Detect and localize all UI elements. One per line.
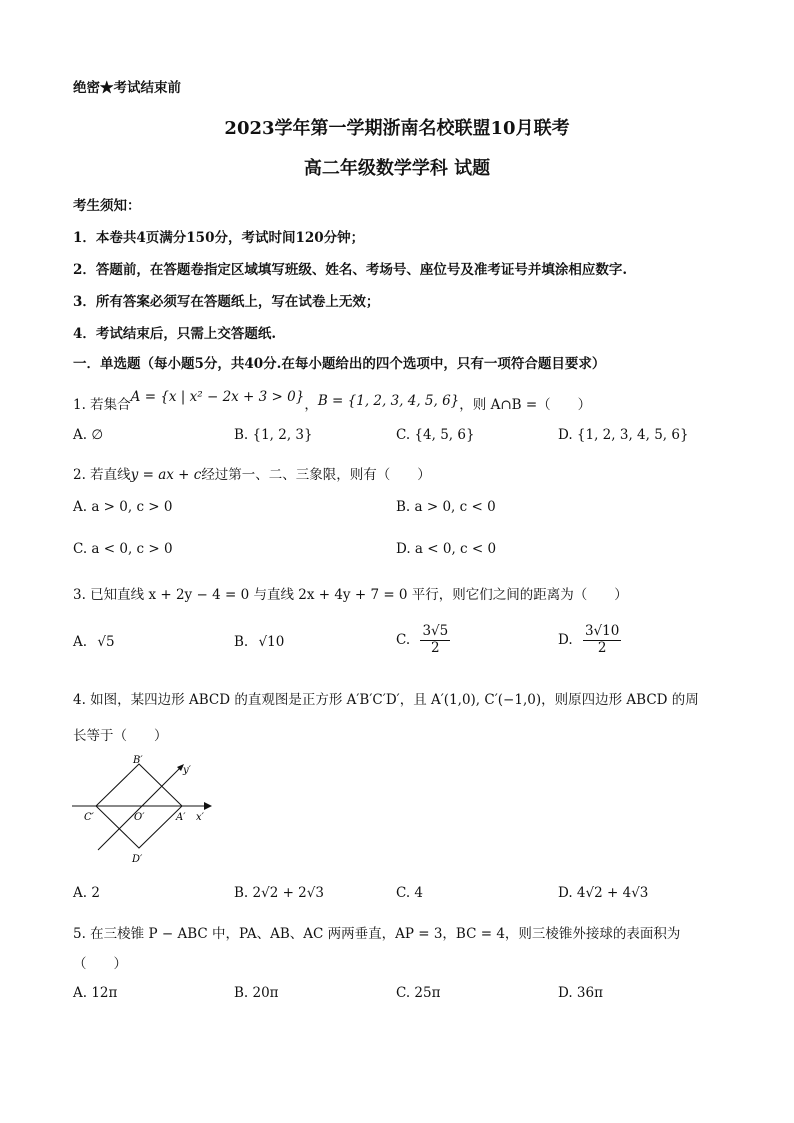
option-c: C. {4, 5, 6} — [396, 427, 475, 443]
fraction — [583, 624, 621, 656]
notice-item: 1．本卷共4页满分150分，考试时间120分钟； — [73, 230, 365, 246]
question-4-stem-line1: 4. 如图，某四边形 ABCD 的直观图是正方形 A′B′C′D′，且 A′(1,0), C′(−1,0)，则原四边形 ABCD 的周 — [73, 692, 699, 708]
option-c: C. 4 — [396, 885, 424, 901]
y-axis-line — [98, 768, 180, 850]
label-x-prime: x′ — [196, 812, 204, 823]
fraction-numerator: 3√10 — [584, 623, 620, 639]
option-d: D. {1, 2, 3, 4, 5, 6} — [558, 427, 689, 443]
question-1-stem — [73, 389, 592, 413]
option-value: √10 — [258, 634, 285, 650]
confidential-label: 绝密★考试结束前 — [73, 80, 181, 96]
option-b: B. a > 0, c < 0 — [396, 499, 496, 515]
question-5-stem-line1: 5. 在三棱锥 P − ABC 中，PA、AB、AC 两两垂直，AP = 3，BC = 4，则三棱锥外接球的表面积为 — [73, 926, 681, 942]
label-y-prime: y′ — [183, 765, 191, 776]
option-letter: D. — [558, 632, 573, 649]
exam-title: 2023学年第一学期浙南名校联盟10月联考 — [224, 118, 570, 139]
exam-subtitle: 高二年级数学学科 试题 — [303, 158, 491, 179]
option-d: D. 4√2 + 4√3 — [558, 885, 649, 901]
notice-item: 3．所有答案必须写在答题纸上，写在试卷上无效； — [73, 294, 380, 310]
label-o-prime: O′ — [134, 812, 145, 823]
oblique-view-figure — [68, 752, 218, 868]
fraction-numerator: 3√5 — [422, 623, 449, 639]
option-a: A. 2 — [73, 885, 100, 901]
question-stem-text: ， — [304, 397, 318, 413]
fraction-denominator: 2 — [431, 639, 440, 656]
question-5-stem-line2: （ ） — [73, 956, 127, 972]
option-letter: B. — [234, 634, 249, 650]
option-c — [396, 624, 450, 656]
label-c-prime: C′ — [84, 812, 94, 823]
option-a: A. a > 0, c > 0 — [73, 499, 173, 515]
question-stem-text: ，则 A∩B =（ ） — [459, 397, 592, 413]
option-letter: A. — [73, 634, 88, 650]
notice-heading: 考生须知： — [73, 198, 141, 214]
notice-item: 4．考试结束后，只需上交答题纸. — [73, 326, 277, 342]
section-heading: 一．单选题（每小题5分，共40分.在每小题给出的四个选项中，只有一项符合题目要求） — [73, 356, 606, 372]
question-4-stem-line2: 长等于（ ） — [73, 728, 168, 744]
option-c: C. 25π — [396, 985, 441, 1001]
option-a — [73, 634, 115, 650]
option-a: A. ∅ — [73, 427, 104, 443]
label-b-prime: B′ — [133, 755, 143, 766]
option-b: B. {1, 2, 3} — [234, 427, 313, 443]
math-expression: A = {x | x² − 2x + 3 > 0} — [130, 389, 305, 405]
option-d: D. a < 0, c < 0 — [396, 541, 497, 557]
math-expression: B = {1, 2, 3, 4, 5, 6} — [317, 393, 460, 409]
notice-item: 2．答题前，在答题卷指定区域填写班级、姓名、考场号、座位号及准考证号并填涂相应数字. — [73, 262, 628, 278]
option-value: √5 — [97, 634, 115, 650]
question-stem-text: 1. 若集合 — [73, 397, 131, 413]
option-b: B. 2√2 + 2√3 — [234, 885, 324, 901]
option-a: A. 12π — [73, 985, 118, 1001]
math-expression: y = ax + c — [130, 467, 202, 483]
option-d — [558, 624, 621, 656]
option-b: B. 20π — [234, 985, 279, 1001]
option-c: C. a < 0, c > 0 — [73, 541, 173, 557]
option-letter: C. — [396, 632, 411, 649]
fraction — [420, 624, 450, 656]
fraction-denominator: 2 — [597, 639, 607, 656]
x-axis-arrow-icon — [204, 802, 212, 810]
question-3-stem: 3. 已知直线 x + 2y − 4 = 0 与直线 2x + 4y + 7 = 0 平行，则它们之间的距离为（ ） — [73, 587, 628, 603]
option-b — [234, 634, 284, 650]
question-2-stem — [73, 463, 431, 483]
question-stem-text: 经过第一、二、三象限，则有（ ） — [201, 467, 431, 483]
option-d: D. 36π — [558, 985, 603, 1001]
question-stem-text: 2. 若直线 — [73, 467, 131, 483]
label-d-prime: D′ — [132, 854, 143, 865]
label-a-prime: A′ — [176, 812, 186, 823]
